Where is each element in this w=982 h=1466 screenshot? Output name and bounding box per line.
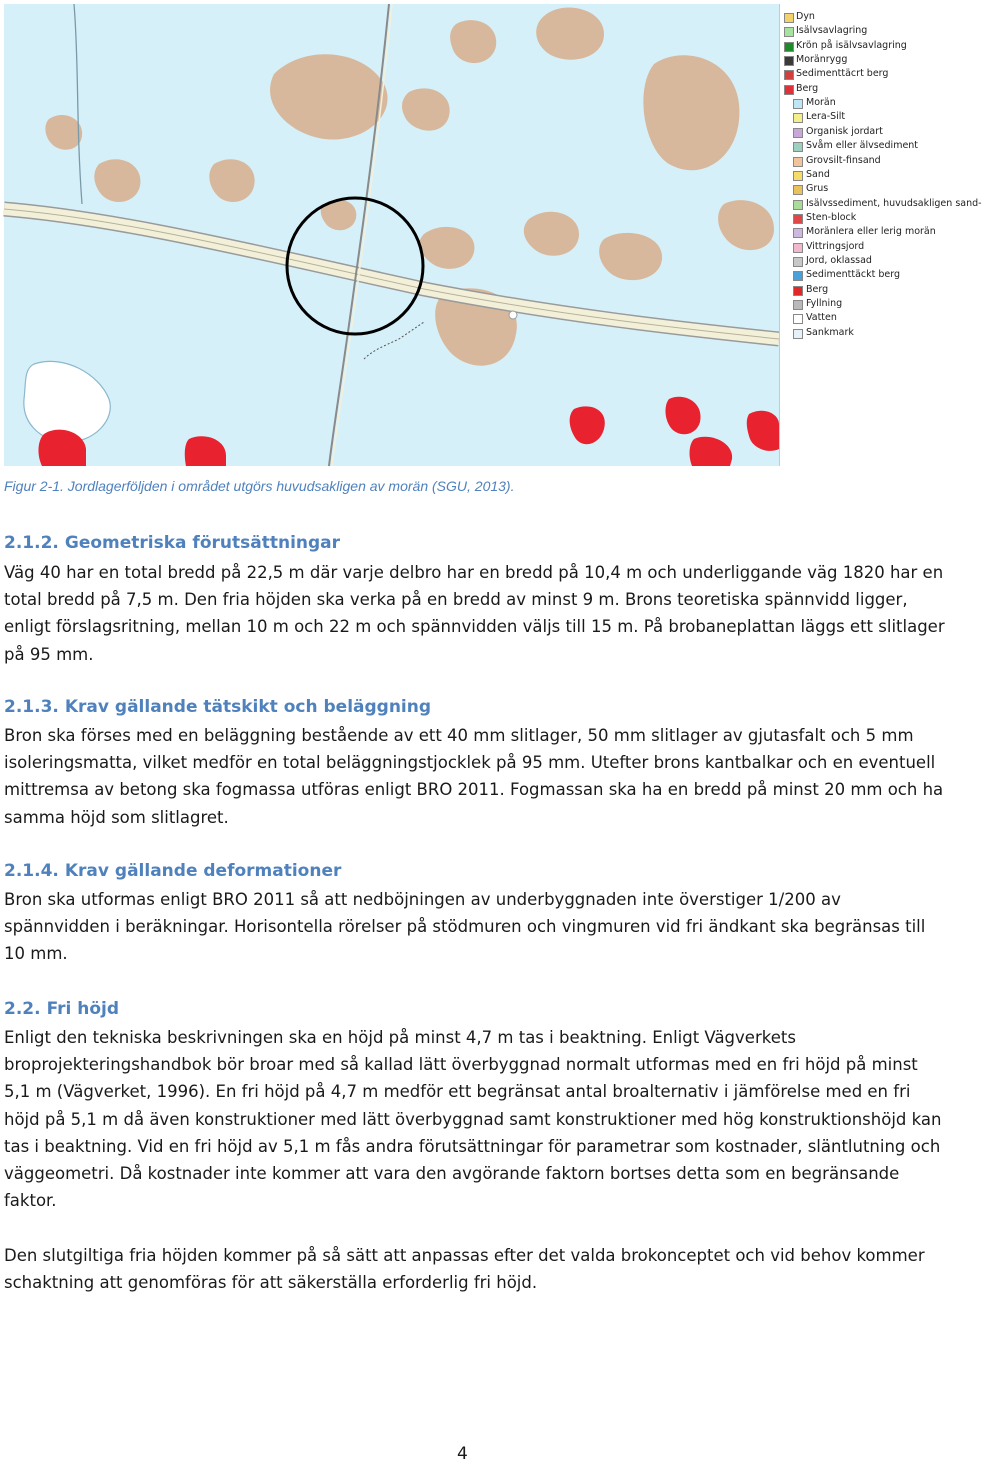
- legend-item: [780, 82, 961, 96]
- heading-title: Krav gällande tätskikt och beläggning: [64, 697, 432, 717]
- legend-label: Grovsilt-finsand: [806, 154, 881, 166]
- legend-item: [780, 297, 961, 311]
- legend-item: [780, 197, 982, 211]
- legend-label: Krön på isälvsavlagring: [796, 39, 907, 51]
- legend-label: Grus: [806, 183, 829, 195]
- legend-item: [780, 211, 961, 225]
- legend-swatch: [784, 70, 794, 80]
- legend-item: [780, 254, 961, 268]
- legend-swatch: [793, 214, 803, 224]
- legend-label: Vittringsjord: [806, 240, 865, 252]
- heading-number: 2.1.4.: [4, 861, 59, 881]
- legend-item: [780, 268, 961, 282]
- paragraph-2-1-3: Bron ska förses med en beläggning bestående av ett 40 mm slitlager, 50 mm slitlager av gjutasfalt och 5 mm isoleringsmatta, vilket medför en total beläggningstjocklek på 95 mm. Utefter brons kantbalkar och en eventuell mittremsa av betong ska fogmassa utföras enligt BRO 2011. Fogmassan ska ha en bredd på minst 20 mm och ha samma höjd som slitlagret.: [4, 726, 944, 827]
- legend-item: [780, 225, 961, 239]
- legend-label: Berg: [806, 283, 829, 295]
- paragraph-2-2-a: Enligt den tekniska beskrivningen ska en höjd på minst 4,7 m tas i beaktning. Enligt Vägverkets broprojekteringshandbok bör broar med så kallad lätt överbyggnad normalt utformas med en fri höjd på minst 5,1 m (Vägverket, 1996). En fri höjd på 4,7 m medför ett begränsat antal broalternativ i jämförelse med en fri höjd på 5,1 m då även konstruktioner med lätt överbyggnad samt konstruktioner med hög konstruktionshöjd kan tas i beaktning. Vid en fri höjd av 5,1 m fås andra förutsättningar för parametrar som kostnader, släntlutning och väggeometri. Då kostnader inte kommer att vara den avgörande faktorn bortses detta som en begränsande faktor.: [4, 1028, 942, 1211]
- paragraph-2-1-2: Väg 40 har en total bredd på 22,5 m där varje delbro har en bredd på 10,4 m och underliggande väg 1820 har en total bredd på 7,5 m. Den fria höjden ska verka på en bredd av minst 9 m. Brons teoretiska spännvidd ligger, enligt förslagsritning, mellan 10 m och 22 m och spännvidden väljs till 15 m. På brobaneplattan läggs ett slitlager på 95 mm.: [4, 563, 945, 664]
- legend-item: [780, 10, 961, 24]
- figure-caption: Figur 2-1. Jordlagerföljden i området utgörs huvudsakligen av morän (SGU, 2013).: [4, 478, 515, 494]
- legend-item: [780, 110, 961, 124]
- legend-item: [780, 311, 961, 325]
- legend-item: [780, 67, 961, 81]
- legend-label: Svåm eller älvsediment: [806, 140, 919, 152]
- legend-item: [780, 96, 961, 110]
- legend-label: Moränrygg: [796, 54, 848, 66]
- legend-swatch: [784, 85, 794, 95]
- legend-label: Sankmark: [806, 326, 854, 338]
- legend-label: Sedimenttäcrt berg: [796, 68, 889, 80]
- legend-item: [780, 139, 961, 153]
- legend-swatch: [793, 142, 803, 152]
- legend-label: Isälvsavlagring: [796, 25, 868, 37]
- legend-item: [780, 24, 961, 38]
- heading-title: Geometriska förutsättningar: [64, 533, 341, 553]
- legend-label: Sand: [806, 168, 830, 180]
- paragraph-2-1-4: Bron ska utformas enligt BRO 2011 så att nedböjningen av underbyggnaden inte överstiger 1/200 av spännvidden i beräkningar. Horisontella rörelser på stödmuren och vingmuren vid fri ändkant ska begränsas till 10 mm.: [4, 890, 926, 964]
- legend-label: Berg: [796, 82, 819, 94]
- legend-label: Organisk jordart: [806, 125, 883, 137]
- heading-title: Krav gällande deformationer: [64, 861, 342, 881]
- page-number: 4: [457, 1444, 468, 1464]
- heading-number: 2.1.2.: [4, 533, 59, 553]
- legend-swatch: [793, 243, 803, 253]
- heading-2-2: [4, 996, 119, 1023]
- heading-number: 2.1.3.: [4, 697, 59, 717]
- legend-swatch: [793, 329, 803, 339]
- map-legend: [779, 4, 982, 466]
- legend-swatch: [784, 56, 794, 66]
- legend-swatch: [793, 314, 803, 324]
- legend-label: Vatten: [806, 312, 837, 324]
- legend-swatch: [793, 271, 803, 281]
- heading-title: Fri höjd: [46, 999, 120, 1019]
- legend-swatch: [793, 185, 803, 195]
- legend-swatch: [793, 157, 803, 167]
- legend-swatch: [793, 228, 803, 238]
- legend-item: [780, 39, 961, 53]
- legend-swatch: [793, 200, 803, 210]
- legend-label: Isälvssediment, huvudsakligen sand-: [806, 197, 982, 209]
- legend-swatch: [793, 286, 803, 296]
- legend-swatch: [784, 42, 794, 52]
- legend-item: [780, 154, 961, 168]
- legend-label: Sten-block: [806, 211, 857, 223]
- legend-item: [780, 168, 961, 182]
- legend-label: Lera-Silt: [806, 111, 846, 123]
- legend-swatch: [784, 13, 794, 23]
- legend-swatch: [793, 113, 803, 123]
- heading-number: 2.2.: [4, 999, 41, 1019]
- legend-label: Dyn: [796, 11, 815, 22]
- legend-swatch: [793, 171, 803, 181]
- legend-item: [780, 53, 961, 67]
- legend-label: Fyllning: [806, 298, 843, 309]
- legend-label: Moränlera eller lerig morän: [806, 226, 936, 238]
- heading-2-1-4: [4, 858, 341, 885]
- legend-label: Jord, oklassad: [806, 254, 872, 266]
- heading-2-1-2: [4, 530, 340, 557]
- legend-item: [780, 182, 961, 196]
- legend-label: Morän: [806, 97, 836, 109]
- soil-map: [4, 4, 779, 466]
- legend-item: [780, 240, 961, 254]
- map-point: [509, 311, 517, 319]
- legend-item: [780, 283, 961, 297]
- legend-swatch: [793, 257, 803, 267]
- legend-swatch: [793, 300, 803, 310]
- legend-swatch: [793, 99, 803, 109]
- heading-2-1-3: [4, 694, 431, 721]
- legend-swatch: [784, 27, 794, 37]
- legend-item: [780, 326, 961, 340]
- legend-item: [780, 125, 961, 139]
- legend-swatch: [793, 128, 803, 138]
- paragraph-2-2-b: Den slutgiltiga fria höjden kommer på så sätt att anpassas efter det valda brokonceptet och vid behov kommer schaktning att genomföras för att säkerställa erforderlig fri höjd.: [4, 1246, 925, 1293]
- legend-label: Sedimenttäckt berg: [806, 269, 901, 281]
